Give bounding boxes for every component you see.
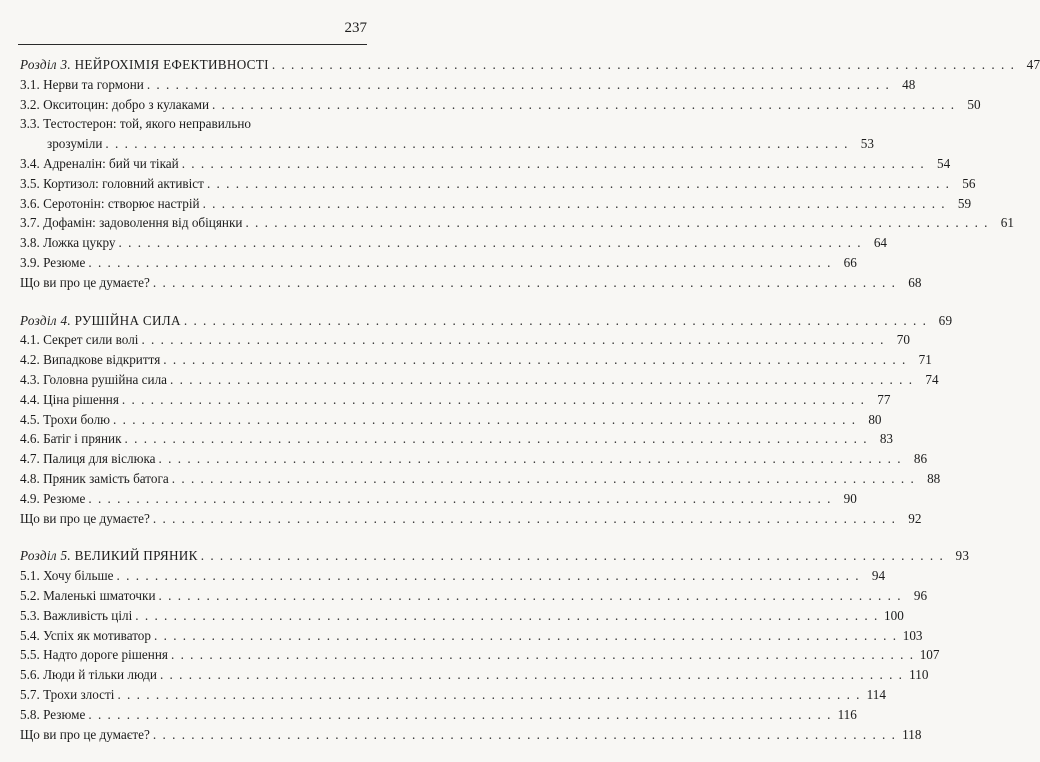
toc-entry <box>20 606 904 626</box>
toc-entry-page: 88 <box>927 470 941 486</box>
toc-entry <box>20 705 857 725</box>
chapter-heading-label <box>20 546 198 566</box>
toc-entry-label: 5.2. Маленькі шматочки <box>20 587 156 603</box>
toc-entry <box>20 75 916 95</box>
toc-entry-page: 100 <box>884 607 904 623</box>
toc-entry <box>20 213 1014 233</box>
dot-leader <box>159 586 903 606</box>
dot-leader <box>122 390 866 410</box>
toc-entry-label: 4.9. Резюме <box>20 490 86 506</box>
toc-entry-label: Що ви про це думаєте? <box>20 726 150 742</box>
dot-leader <box>88 489 832 509</box>
dot-leader <box>182 154 926 174</box>
toc-chapter-section <box>20 311 953 529</box>
toc-entry-label: 4.1. Секрет сили волі <box>20 332 139 348</box>
dot-leader <box>203 194 947 214</box>
toc-entry-page: 110 <box>909 667 929 683</box>
toc-entry-page: 66 <box>843 254 857 270</box>
toc-entry-label: 4.7. Палиця для віслюка <box>20 451 156 467</box>
toc-entry-label: 4.6. Батіг і пряник <box>20 431 122 447</box>
toc-entry-label: 4.3. Головна рушійна сила <box>20 371 168 387</box>
toc-entry <box>20 410 882 430</box>
toc-entry-page: 50 <box>967 96 981 112</box>
toc-entry-page: 74 <box>925 371 939 387</box>
dot-leader <box>170 370 914 390</box>
toc-entry-page: 59 <box>957 195 972 211</box>
dot-leader <box>154 626 898 646</box>
toc-entry-page: 64 <box>873 235 888 251</box>
dot-leader <box>153 509 897 529</box>
chapter-heading <box>20 546 970 566</box>
toc-entry-page: 56 <box>962 175 976 191</box>
toc-entry-page: 70 <box>896 332 910 348</box>
toc-entry-label: 5.6. Люди й тільки люди <box>20 667 157 683</box>
toc-entry-label: 4.5. Трохи болю <box>20 411 110 427</box>
chapter-page: 93 <box>955 548 970 564</box>
toc-entry <box>20 449 928 469</box>
dot-leader <box>125 429 869 449</box>
dot-leader <box>212 95 956 115</box>
toc-entry-label: 3.2. Окситоцин: добро з кулаками <box>20 96 210 112</box>
toc-entry-page: 118 <box>902 726 922 742</box>
dot-leader <box>119 233 863 253</box>
toc-entry-page: 61 <box>1000 215 1014 231</box>
toc-entry-page: 94 <box>871 568 886 584</box>
toc-entry <box>20 645 940 665</box>
toc-entry-page: 92 <box>908 510 922 526</box>
dot-leader <box>159 449 903 469</box>
toc-entry <box>20 626 923 646</box>
toc-entry-page: 90 <box>843 490 857 506</box>
toc-entry <box>20 253 857 273</box>
toc-entry <box>20 370 939 390</box>
toc-entry <box>20 273 922 293</box>
toc-entry <box>20 665 929 685</box>
toc-entry-page: 107 <box>919 647 940 663</box>
toc-entry <box>20 350 932 370</box>
toc-entry-label: 3.3. Тестостерон: той, якого неправильно <box>20 116 251 132</box>
toc-entry-label: зрозуміли <box>47 136 103 152</box>
chapter-heading-label <box>20 55 269 75</box>
toc-entry <box>20 194 972 214</box>
dot-leader <box>113 410 857 430</box>
chapter-heading <box>20 311 953 331</box>
dot-leader <box>184 311 928 331</box>
toc-entry-label: 3.6. Серотонін: створює настрій <box>20 195 200 211</box>
toc-entry-label: 5.1. Хочу більше <box>20 568 114 584</box>
chapter-prefix: Розділ 5. <box>20 548 71 564</box>
toc-chapter-section <box>20 55 1040 293</box>
chapter-page: 69 <box>938 312 953 328</box>
toc-entry-page: 86 <box>913 451 928 467</box>
toc-entry <box>20 469 941 489</box>
toc-entry <box>20 154 951 174</box>
dot-leader <box>245 213 989 233</box>
toc-entry <box>20 509 922 529</box>
dot-leader <box>141 330 885 350</box>
toc-entry-label: 4.2. Випадкове відкриття <box>20 352 161 368</box>
toc-entry-label: 5.5. Надто дороге рішення <box>20 647 168 663</box>
toc-entry-label: 3.7. Дофамін: задоволення від обіцянки <box>20 215 243 231</box>
chapter-page: 47 <box>1026 57 1040 72</box>
chapter-title: РУШІЙНА СИЛА <box>74 312 181 328</box>
dot-leader <box>88 253 832 273</box>
toc-entry <box>20 429 894 449</box>
dot-leader <box>153 725 897 745</box>
toc-entry-label: Що ви про це думаєте? <box>20 274 150 290</box>
toc-entry-page: 83 <box>879 431 894 447</box>
dot-leader <box>117 566 861 586</box>
toc-entry-label: 4.8. Пряник замість батога <box>20 470 169 486</box>
toc-entry-label: 4.4. Ціна рішення <box>20 391 119 407</box>
dot-leader <box>172 469 916 489</box>
toc-entry <box>20 725 922 745</box>
toc-entry <box>20 489 857 509</box>
dot-leader <box>135 606 879 626</box>
toc-entry-page: 103 <box>902 627 923 643</box>
header-rule <box>18 44 367 45</box>
toc-entry <box>20 586 928 606</box>
toc-entry-page: 77 <box>877 391 891 407</box>
toc-entry-label: 3.1. Нерви та гормони <box>20 76 144 92</box>
dot-leader <box>272 55 1016 75</box>
chapter-prefix: Розділ 3. <box>20 57 71 72</box>
toc-entry-page: 80 <box>868 411 882 427</box>
toc-entry <box>20 330 910 350</box>
toc-entry-line <box>20 114 360 134</box>
toc-entry <box>20 134 874 154</box>
toc-entry-label: 3.5. Кортизол: головний активіст <box>20 175 204 191</box>
toc-entry <box>20 174 976 194</box>
dot-leader <box>163 350 907 370</box>
toc-entry <box>20 95 981 115</box>
dot-leader <box>160 665 904 685</box>
table-of-contents <box>20 55 1040 762</box>
toc-entry-label: 5.8. Резюме <box>20 706 86 722</box>
toc-entry <box>20 233 888 253</box>
chapter-heading <box>20 55 1040 75</box>
toc-entry-label: 5.4. Успіх як мотиватор <box>20 627 151 643</box>
dot-leader <box>105 134 849 154</box>
dot-leader <box>207 174 951 194</box>
toc-entry-page: 68 <box>908 274 922 290</box>
dot-leader <box>88 705 832 725</box>
toc-entry-label: Що ви про це думаєте? <box>20 510 150 526</box>
dot-leader <box>117 685 861 705</box>
toc-entry-page: 96 <box>913 587 928 603</box>
dot-leader <box>153 273 897 293</box>
toc-entry-page: 48 <box>902 76 916 92</box>
toc-entry-label: 5.3. Важливість цілі <box>20 607 133 623</box>
toc-entry <box>20 566 886 586</box>
toc-entry <box>20 390 891 410</box>
toc-entry-page: 53 <box>860 136 874 152</box>
toc-entry-page: 71 <box>918 352 932 368</box>
toc-entry-page: 54 <box>937 155 951 171</box>
chapter-title: НЕЙРОХІМІЯ ЕФЕКТИВНОСТІ <box>74 57 269 72</box>
toc-entry <box>20 685 886 705</box>
toc-entry-page: 116 <box>837 706 857 722</box>
toc-entry-label: 3.8. Ложка цукру <box>20 235 116 251</box>
chapter-heading-label <box>20 311 181 331</box>
toc-entry-label: 5.7. Трохи злості <box>20 686 115 702</box>
dot-leader <box>171 645 915 665</box>
page-number: 237 <box>344 20 367 36</box>
chapter-title: ВЕЛИКИЙ ПРЯНИК <box>74 548 198 564</box>
toc-entry-label: 3.4. Адреналін: бий чи тікай <box>20 155 179 171</box>
toc-entry-label: 3.9. Резюме <box>20 254 86 270</box>
toc-chapter-section <box>20 546 970 744</box>
chapter-prefix: Розділ 4. <box>20 312 71 328</box>
dot-leader <box>201 546 945 566</box>
toc-entry-page: 114 <box>866 686 886 702</box>
dot-leader <box>147 75 891 95</box>
